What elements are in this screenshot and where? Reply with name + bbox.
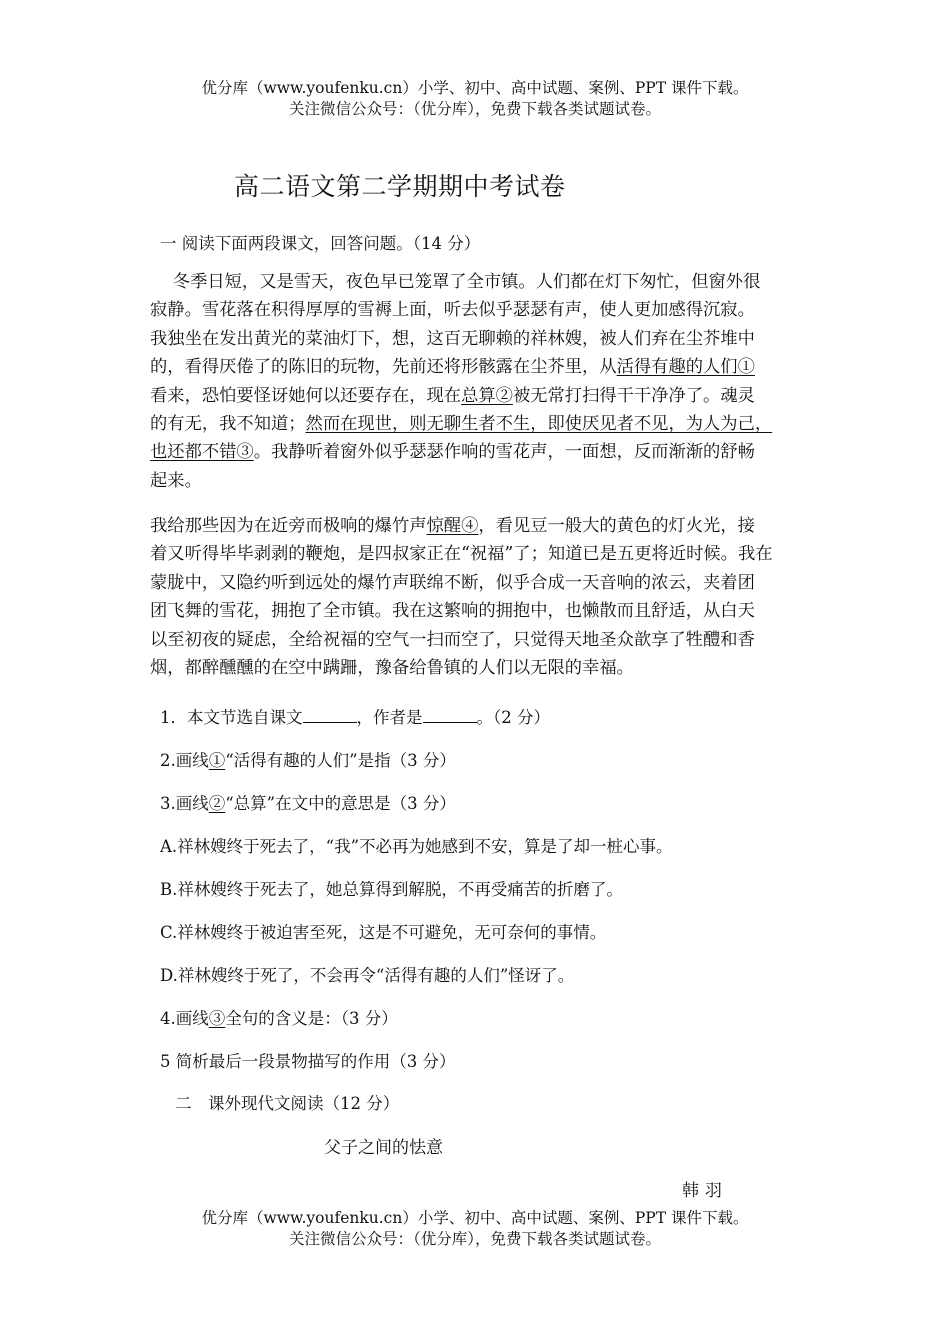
underlined-phrase-3: 然而在现世，则无聊生者不生，即使厌见者不见，为人为己， [305, 414, 773, 435]
underlined-phrase-3-end: 也还都不错③ [150, 442, 254, 463]
question-2 [160, 747, 456, 771]
text: 2.画线 [160, 751, 209, 770]
para2-line [150, 512, 850, 540]
header-line-1: 优分库（www.youfenku.cn）小学、初中、高中试题、案例、PPT 课件下载。 [201, 79, 749, 97]
header-line-2: 关注微信公众号：（优分库），免费下载各类试题试卷。 [288, 100, 661, 118]
text: 的有无，我不知道； [150, 414, 306, 435]
footer-line-2: 关注微信公众号：（优分库），免费下载各类试题试卷。 [288, 1230, 661, 1248]
marker: ② [208, 794, 226, 813]
text: 全句的含义是：（3 分） [225, 1009, 398, 1028]
para2-line: 团飞舞的雪花，拥抱了全市镇。我在这繁响的拥抱中，也懒散而且舒适，从白天 [150, 601, 755, 622]
para1-line: 我独坐在发出黄光的菜油灯下，想，这百无聊赖的祥林嫂，被人们弃在尘芥堆中 [150, 328, 755, 349]
passage-paragraph-2 [150, 512, 850, 682]
footer-line-1: 优分库（www.youfenku.cn）小学、初中、高中试题、案例、PPT 课件下载。 [201, 1209, 749, 1227]
underlined-phrase-2: 总算② [461, 385, 513, 406]
text: “活得有趣的人们”是指（3 分） [225, 751, 456, 770]
para1-line [150, 268, 850, 296]
passage-paragraph-1 [150, 268, 850, 495]
para1-line [150, 382, 850, 410]
question-5: 5 简析最后一段景物描写的作用（3 分） [160, 1052, 456, 1071]
text: 1．本文节选自课文 [160, 708, 303, 727]
para2-line: 着又听得毕毕剥剥的鞭炮，是四叔家正在“祝福”了；知道已是五更将近时候。我在 [150, 544, 773, 565]
para2-line: 以至初夜的疑虑，全给祝福的空气一扫而空了，只觉得天地圣众歆享了牲醴和香 [150, 629, 755, 650]
text: 我给那些因为在近旁而极响的爆竹声 [150, 516, 427, 536]
text: 冬季日短，又是雪天，夜色早已笼罩了全市镇。人们都在灯下匆忙，但窗外很 [172, 272, 761, 292]
answer-blank-author[interactable] [423, 708, 477, 723]
marker: ① [208, 751, 226, 770]
para1-line [150, 353, 850, 381]
page-footer [0, 1208, 950, 1250]
text: “总算”在文中的意思是（3 分） [225, 794, 456, 813]
article-author: 韩羽 [682, 1181, 728, 1201]
option-a: A.祥林嫂终于死去了，“我”不必再为她感到不安，算是了却一桩心事。 [160, 837, 673, 856]
option-b: B.祥林嫂终于死去了，她总算得到解脱，不再受痛苦的折磨了。 [160, 880, 623, 899]
text: 看来，恐怕要怪讶她何以还要存在，现在 [150, 385, 462, 406]
text: 的，看得厌倦了的陈旧的玩物，先前还将形骸露在尘芥里，从 [150, 357, 617, 378]
underlined-phrase-1: 活得有趣的人们① [616, 357, 755, 378]
text: 。（2 分） [476, 708, 550, 727]
exam-title: 高二语文第二学期期中考试卷 [234, 172, 566, 201]
para2-line: 蒙胧中，又隐约听到远处的爆竹声联绵不断，似乎合成一天音响的浓云，夹着团 [150, 572, 755, 593]
text: ，作者是 [356, 708, 423, 727]
para1-line [150, 410, 850, 438]
para1-line: 起来。 [150, 470, 202, 491]
text: 4.画线 [160, 1009, 209, 1028]
question-3 [160, 790, 456, 814]
article-title: 父子之间的怯意 [324, 1138, 443, 1158]
text: 3.画线 [160, 794, 209, 813]
section-2-heading: 二 课外现代文阅读（12 分） [175, 1094, 400, 1113]
marker: ③ [208, 1009, 226, 1028]
question-1 [160, 704, 550, 728]
text: 。我静听着窗外似乎瑟瑟作响的雪花声，一面想，反而渐渐的舒畅 [253, 442, 755, 463]
para1-line [150, 438, 850, 466]
text: ，看见豆一般大的黄色的灯火光，接 [478, 516, 755, 536]
option-c: C.祥林嫂终于被迫害至死，这是不可避免，无可奈何的事情。 [160, 923, 607, 942]
underlined-phrase-4: 惊醒④ [426, 516, 479, 536]
question-4 [160, 1005, 398, 1029]
para2-line: 烟，都醉醺醺的在空中蹒跚，豫备给鲁镇的人们以无限的幸福。 [150, 658, 634, 679]
page-header [0, 78, 950, 120]
text: 被无常打扫得干干净净了。魂灵 [512, 385, 755, 406]
option-d: D.祥林嫂终于死了，不会再令“活得有趣的人们”怪讶了。 [160, 966, 575, 985]
para1-line: 寂静。雪花落在积得厚厚的雪褥上面，听去似乎瑟瑟有声，使人更加感得沉寂。 [150, 300, 755, 321]
section-1-heading: 一 阅读下面两段课文，回答问题。（14 分） [160, 234, 481, 253]
answer-blank-text[interactable] [303, 708, 357, 723]
